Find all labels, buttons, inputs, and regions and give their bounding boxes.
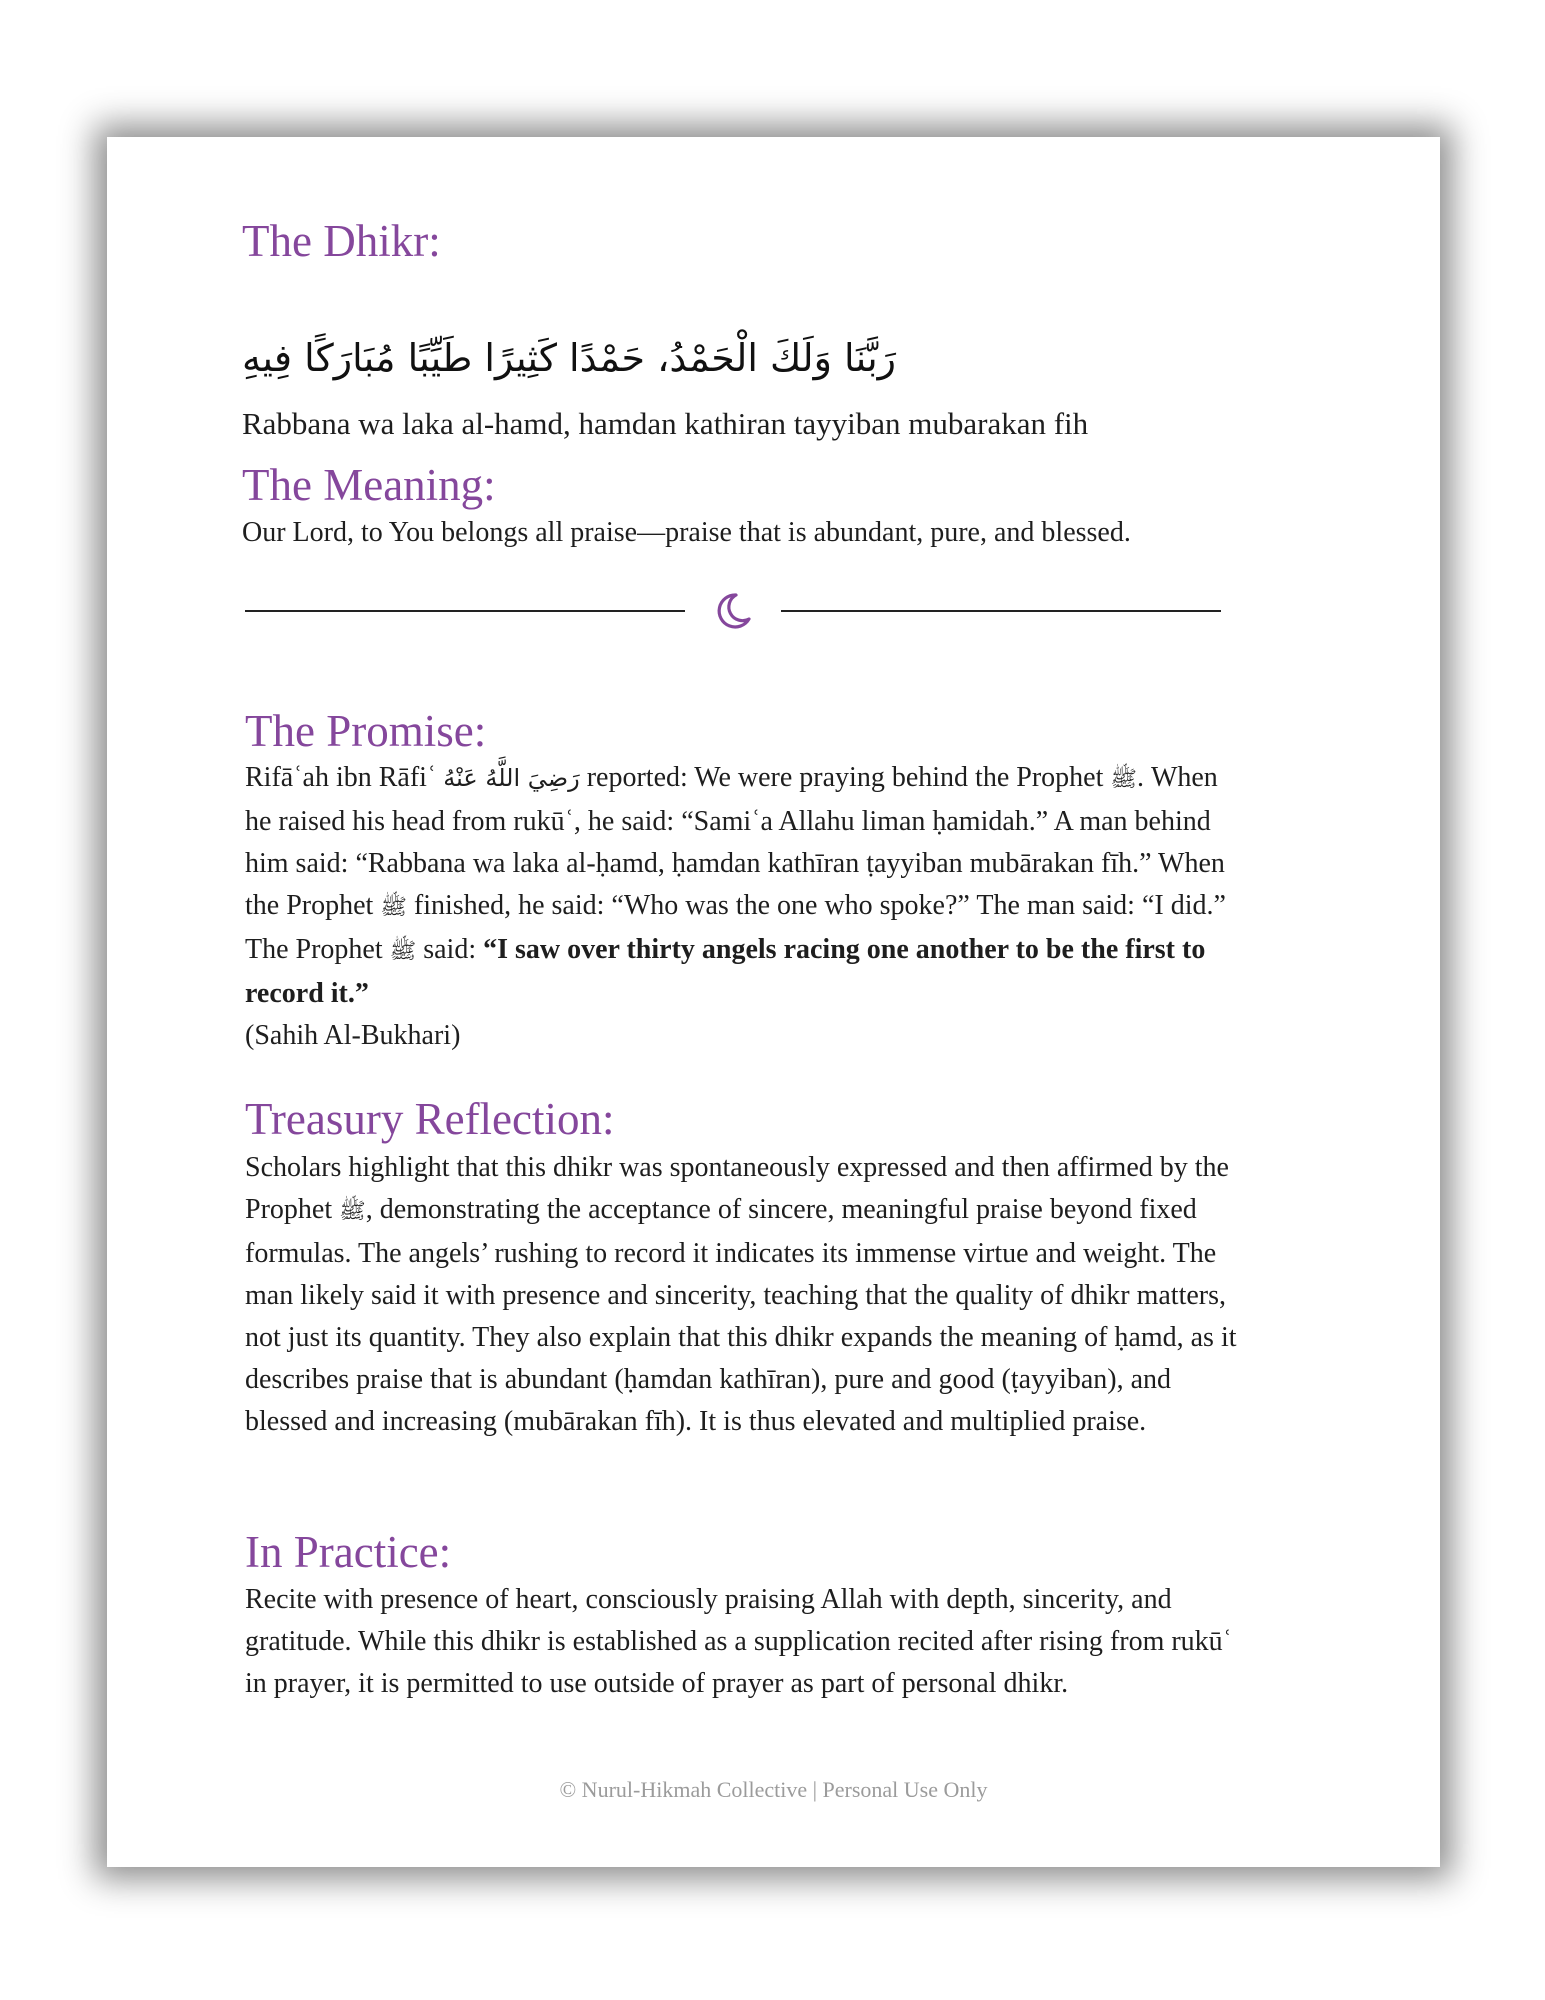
- reflection-text: Scholars highlight that this dhikr was spontaneously expressed and then affirmed by the Prophet ﷺ, demonstrating the acceptance of sincere, meaningful praise beyond fixed formulas. The angels’ rushing to record it indicates its immense virtue and weight. The man likely said it with presence and sincerity, teaching that the quality of dhikr matters, not just its quantity. They also explain that this dhikr expands the meaning of ḥamd, as it describes praise that is abundant (ḥamdan kathīran), pure and good (ṭayyiban), and blessed and increasing (mubārakan fīh). It is thus elevated and multiplied praise.: [245, 1152, 1237, 1437]
- document-page: [107, 137, 1440, 1867]
- practice-text: Recite with presence of heart, consciously praising Allah with depth, sincerity, and gratitude. While this dhikr is established as a supplication recited after rising from rukūʿ in prayer, it is permitted to use outside of prayer as part of personal dhikr.: [245, 1584, 1232, 1699]
- meaning-text: Our Lord, to You belongs all praise—praise that is abundant, pure, and blessed.: [242, 517, 1131, 548]
- section-divider: [245, 585, 1221, 635]
- promise-heading: The Promise:: [245, 706, 487, 756]
- salawat-glyph: ﷺ: [389, 939, 417, 964]
- crescent-moon-icon: [709, 589, 753, 633]
- salawat-glyph: ﷺ: [339, 1199, 366, 1224]
- narrator-name: Rifāʿah ibn Rāfiʿ: [245, 762, 437, 793]
- dhikr-heading: The Dhikr:: [242, 216, 441, 266]
- practice-heading: In Practice:: [245, 1527, 452, 1577]
- salawat-glyph: ﷺ: [1110, 767, 1137, 792]
- copyright-footer: © Nurul-Hikmah Collective | Personal Use Only: [559, 1777, 988, 1802]
- reflection-heading: Treasury Reflection:: [245, 1094, 615, 1144]
- meaning-heading: The Meaning:: [242, 460, 496, 510]
- dhikr-arabic-text: رَبَّنَا وَلَكَ الْحَمْدُ، حَمْدًا كَثِيرًا طَيِّبًا مُبَارَكًا فِيهِ: [242, 336, 897, 380]
- divider-line-left: [245, 610, 685, 612]
- divider-line-right: [781, 610, 1221, 612]
- hadith-source: (Sahih Al-Bukhari): [245, 1020, 461, 1051]
- prophet-quote: “I saw over thirty angels racing one another to be the first to record it.”: [245, 934, 1206, 1009]
- dhikr-transliteration: Rabbana wa laka al-hamd, hamdan kathiran tayyiban mubarakan fih: [242, 406, 1089, 441]
- honorific-arabic: رَضِيَ اللَّهُ عَنْهُ: [443, 764, 580, 792]
- promise-text: Rifāʿah ibn Rāfiʿ رَضِيَ اللَّهُ عَنْهُ reported: We were praying behind the Prophet ﷺ. When he raised his head from rukūʿ, he said: “Samiʿa Allahu liman ḥamidah.” A man behind him said: “Rabbana wa laka al-ḥamd, ḥamdan kathīran ṭayyiban mubārakan fīh.” When the Prophet ﷺ finished, he said: “Who was the one who spoke?” The man said: “I did.” The Prophet ﷺ said: “I saw over thirty angels racing one another to be the first to record it.” (Sahih Al-Bukhari): [245, 762, 1226, 1051]
- salawat-glyph: ﷺ: [380, 895, 407, 920]
